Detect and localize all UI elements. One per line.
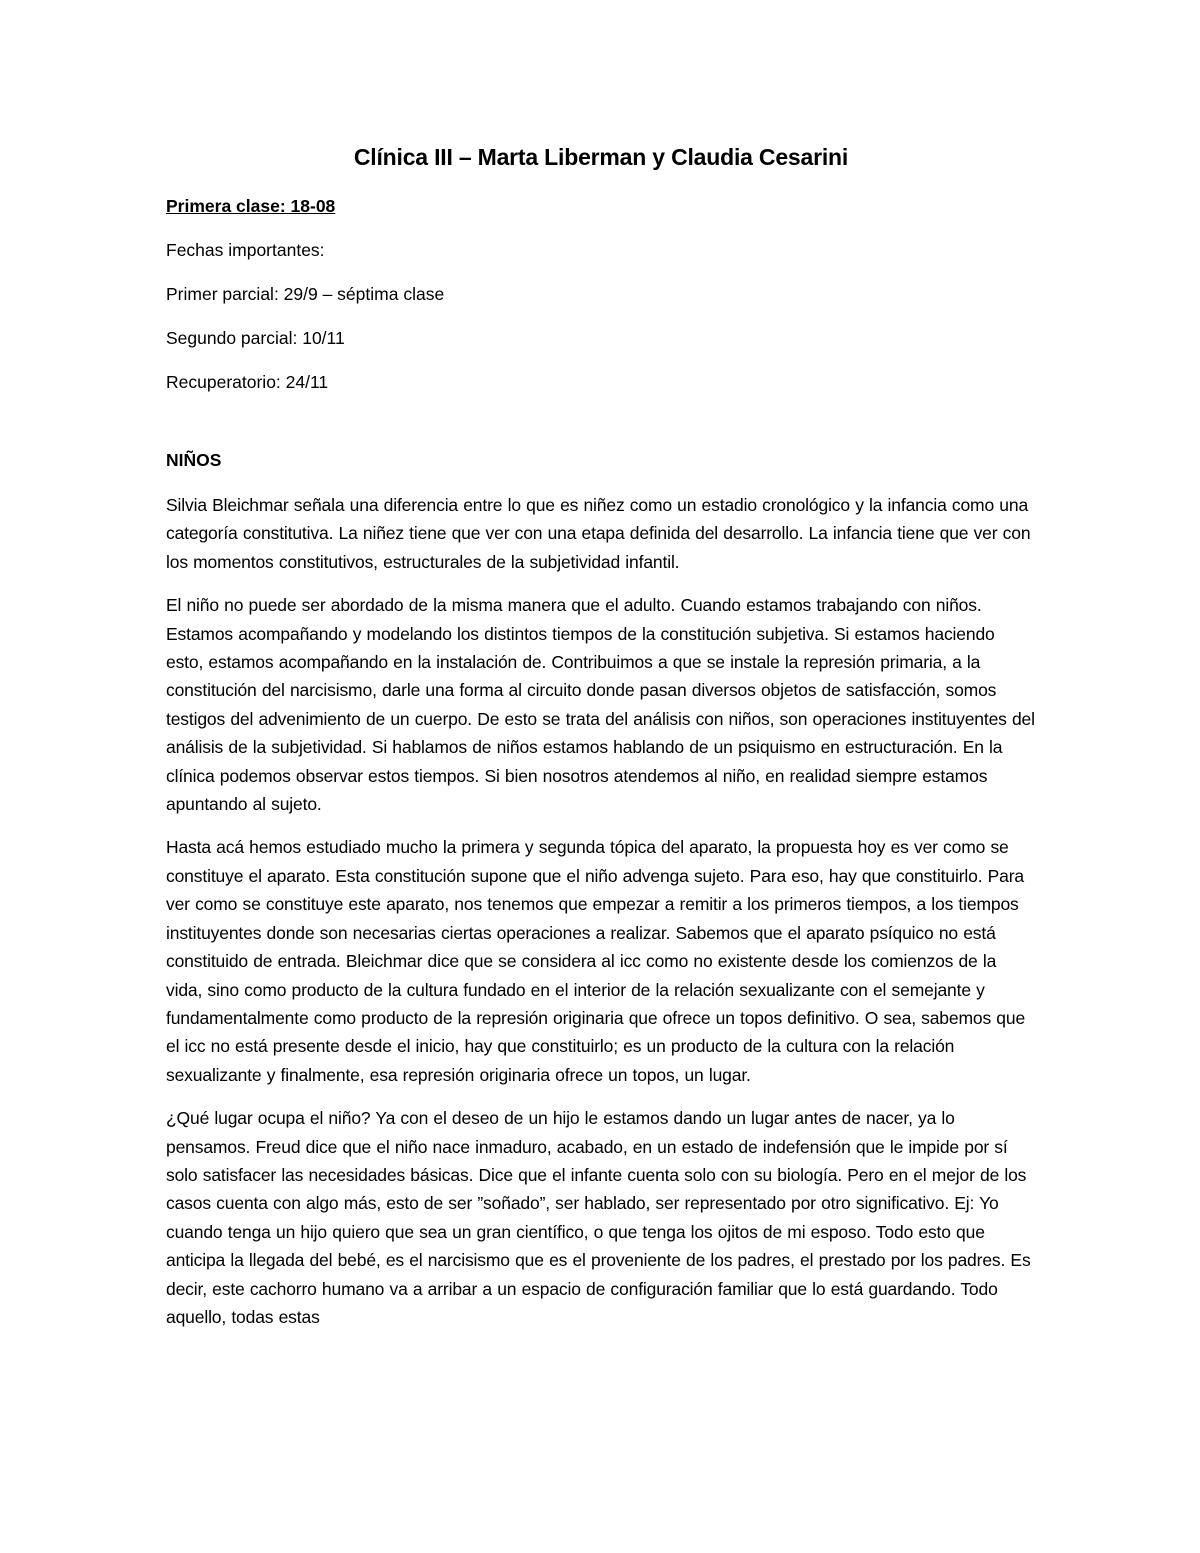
paragraph: Silvia Bleichmar señala una diferencia entre lo que es niñez como un estadio cronológico y la infancia como una categoría constitutiva. La niñez tiene que ver con una etapa definida del desarrollo. La infancia tiene que ver con los momentos constitutivos, estructurales de la subjetividad infantil. — [166, 495, 1031, 572]
paragraph: Hasta acá hemos estudiado mucho la primera y segunda tópica del aparato, la propuesta hoy es ver como se constituye el aparato. Esta constitución supone que el niño advenga sujeto. Para eso, hay que constituirlo. Para ver como se constituye este aparato, nos tenemos que empezar a remitir a los primeros tiempos, a los tiempos instituyentes donde son necesarias ciertas operaciones a realizar. Sabemos que el aparato psíquico no está constituido de entrada. Bleichmar dice que se considera al icc como no existente desde los comienzos de la vida, sino como producto de la cultura fundado en el interior de la relación sexualizante con el semejante y fundamentalmente como producto de la represión originaria que ofrece un topos definitivo. O sea, sabemos que el icc no está presente desde el inicio, hay que constituirlo; es un producto de la cultura con la relación sexualizante y finalmente, esa represión originaria ofrece un topos, un lugar. — [166, 837, 1026, 1085]
class-heading: Primera clase: 18-08 — [166, 196, 336, 216]
document-content — [166, 140, 1036, 1346]
date-makeup-exam: Recuperatorio: 24/11 — [166, 372, 329, 392]
important-dates-label: Fechas importantes: — [166, 240, 325, 260]
paragraph: El niño no puede ser abordado de la misma manera que el adulto. Cuando estamos trabajando con niños. Estamos acompañando y modelando los distintos tiempos de la constitución subjetiva. Si estamos haciendo esto, estamos acompañando en la instalación de. Contribuimos a que se instale la represión primaria, a la constitución del narcisismo, darle una forma al circuito donde pasan diversos objetos de satisfacción, somos testigos del advenimiento de un cuerpo. De esto se trata del análisis con niños, son operaciones instituyentes del análisis de la subjetividad. Si hablamos de niños estamos hablando de un psiquismo en estructuración. En la clínica podemos observar estos tiempos. Si bien nosotros atendemos al niño, en realidad siempre estamos apuntando al sujeto. — [166, 595, 1035, 815]
date-first-exam: Primer parcial: 29/9 – séptima clase — [166, 284, 445, 304]
date-second-exam: Segundo parcial: 10/11 — [166, 328, 345, 348]
document-title: Clínica III – Marta Liberman y Claudia Cesarini — [353, 144, 849, 170]
paragraph: ¿Qué lugar ocupa el niño? Ya con el deseo de un hijo le estamos dando un lugar antes de nacer, ya lo pensamos. Freud dice que el niño nace inmaduro, acabado, en un estado de indefensión que le impide por sí solo satisfacer las necesidades básicas. Dice que el infante cuenta solo con su biología. Pero en el mejor de los casos cuenta con algo más, esto de ser ”soñado”, ser hablado, ser representado por otro significativo. Ej: Yo cuando tenga un hijo quiero que sea un gran científico, o que tenga los ojitos de mi esposo. Todo esto que anticipa la llegada del bebé, es el narcisismo que es el proveniente de los padres, el prestado por los padres. Es decir, este cachorro humano va a arribar a un espacio de configuración familiar que lo está guardando. Todo aquello, todas estas — [166, 1108, 1031, 1327]
section-heading: NIÑOS — [166, 450, 222, 470]
